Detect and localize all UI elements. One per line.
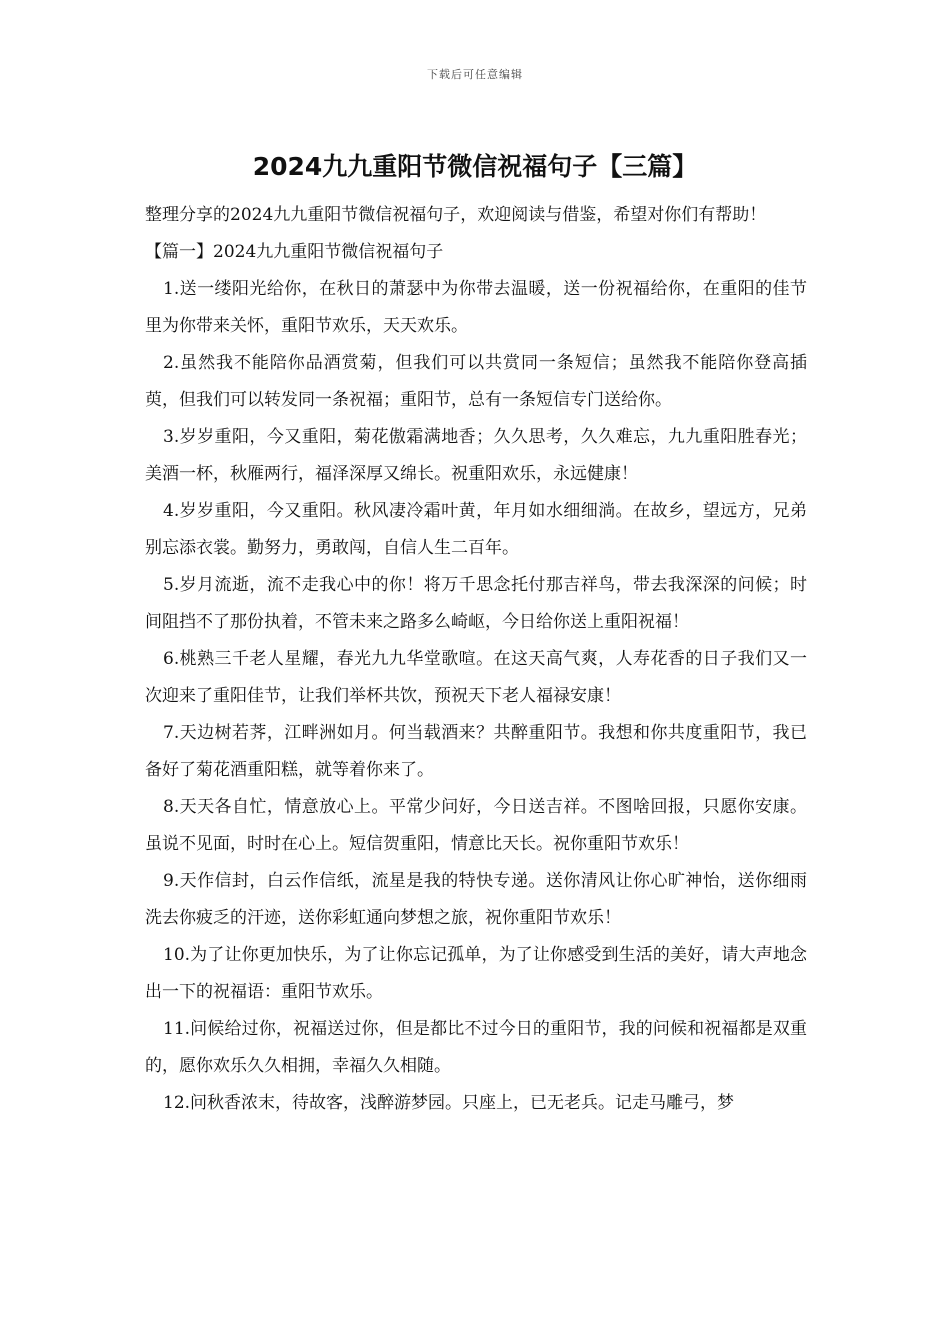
document-title: 2024九九重阳节微信祝福句子【三篇】 bbox=[252, 152, 698, 181]
list-item: 5.岁月流逝，流不走我心中的你！将万千思念托付那吉祥鸟，带去我深深的问候；时间阻挡不了那份执着，不管未来之路多么崎岖，今日给你送上重阳祝福！ bbox=[145, 575, 807, 632]
intro-paragraph: 整理分享的2024九九重阳节微信祝福句子，欢迎阅读与借鉴，希望对你们有帮助！ bbox=[145, 205, 767, 225]
list-item: 10.为了让你更加快乐，为了让你忘记孤单，为了让你感受到生活的美好，请大声地念出一下的祝福语：重阳节欢乐。 bbox=[145, 945, 807, 1002]
list-item: 1.送一缕阳光给你，在秋日的萧瑟中为你带去温暖，送一份祝福给你，在重阳的佳节里为你带来关怀，重阳节欢乐，天天欢乐。 bbox=[145, 279, 807, 336]
section-heading: 【篇一】2024九九重阳节微信祝福句子 bbox=[145, 242, 444, 262]
list-item: 8.天天各自忙，情意放心上。平常少问好，今日送吉祥。不图啥回报，只愿你安康。虽说不见面，时时在心上。短信贺重阳，情意比天长。祝你重阳节欢乐！ bbox=[145, 797, 807, 854]
list-item: 3.岁岁重阳，今又重阳，菊花傲霜满地香；久久思考，久久难忘，九九重阳胜春光；美酒一杯，秋雁两行，福泽深厚又绵长。祝重阳欢乐，永远健康！ bbox=[145, 427, 807, 484]
list-item: 4.岁岁重阳，今又重阳。秋风凄冷霜叶黄，年月如水细细淌。在故乡，望远方，兄弟别忘添衣裳。勤努力，勇敢闯，自信人生二百年。 bbox=[145, 501, 807, 558]
header-note: 下载后可任意编辑 bbox=[427, 68, 523, 81]
document-body bbox=[145, 197, 807, 1122]
list-item: 9.天作信封，白云作信纸，流星是我的特快专递。送你清风让你心旷神怡，送你细雨洗去你疲乏的汗迹，送你彩虹通向梦想之旅，祝你重阳节欢乐！ bbox=[145, 871, 807, 928]
list-item: 12.问秋香浓末，待故客，浅醉游梦园。只座上，已无老兵。记走马雕弓，梦 bbox=[163, 1093, 735, 1113]
list-item: 7.天边树若荠，江畔洲如月。何当载酒来？共醉重阳节。我想和你共度重阳节，我已备好了菊花酒重阳糕，就等着你来了。 bbox=[145, 723, 807, 780]
list-item: 2.虽然我不能陪你品酒赏菊，但我们可以共赏同一条短信；虽然我不能陪你登高插萸，但我们可以转发同一条祝福；重阳节，总有一条短信专门送给你。 bbox=[145, 353, 807, 410]
list-item: 11.问候给过你，祝福送过你，但是都比不过今日的重阳节，我的问候和祝福都是双重的，愿你欢乐久久相拥，幸福久久相随。 bbox=[145, 1019, 807, 1076]
list-item: 6.桃熟三千老人星耀，春光九九华堂歌喧。在这天高气爽，人寿花香的日子我们又一次迎来了重阳佳节，让我们举杯共饮，预祝天下老人福禄安康！ bbox=[145, 649, 807, 706]
